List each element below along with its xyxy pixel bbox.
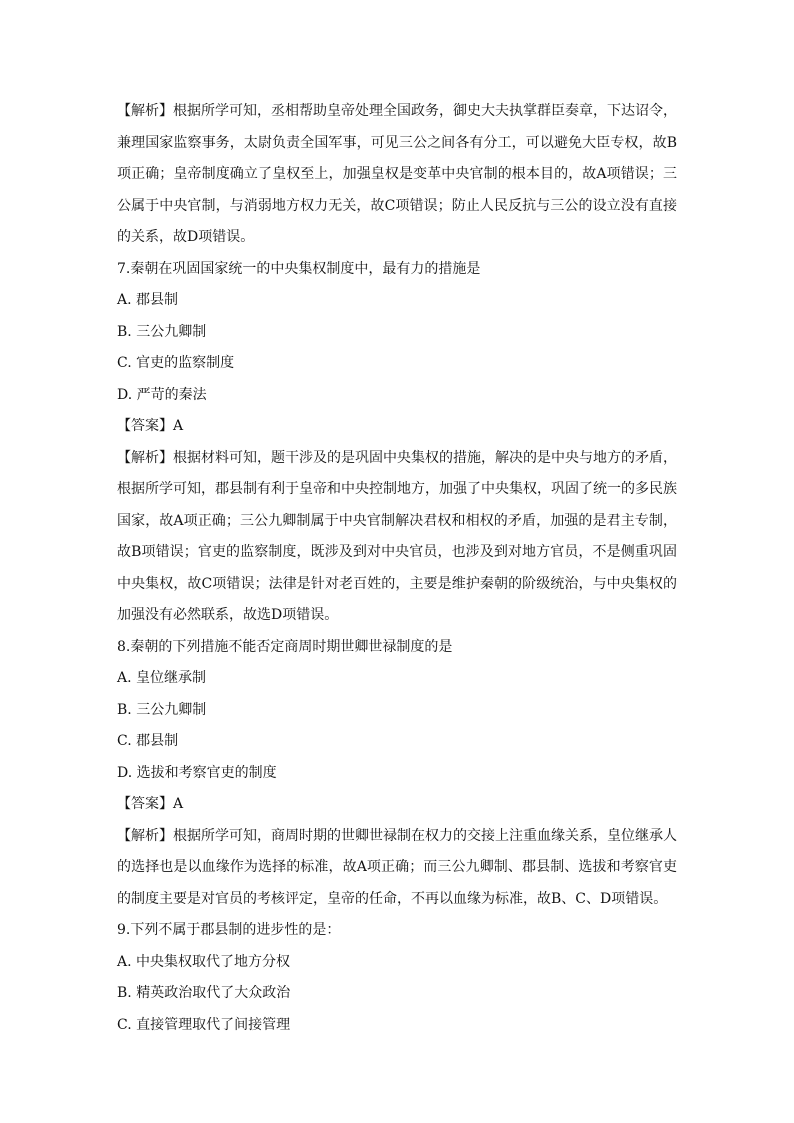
analysis-text: 根据所学可知，商周时期的世卿世禄制在权力的交接上注重血缘关系，皇位继承人的选择也是以血缘作为选择的标准，故A项正确；而三公九卿制、郡县制、选拔和考察官吏的制度主要是对官员的考核评定，皇帝的任命，不再以血缘为标准，故B、C、D项错误。: [117, 827, 677, 907]
answer-value: A: [173, 418, 184, 434]
question-9-option-b: B. 精英政治取代了大众政治: [117, 985, 291, 1001]
question-7-option-c: C. 官吏的监察制度: [117, 355, 235, 371]
question-8-answer: [117, 789, 677, 821]
answer-tag: 【答案】: [117, 418, 173, 434]
analysis-tag: 【解析】: [117, 827, 173, 844]
question-8-option-c: C. 郡县制: [117, 733, 179, 749]
question-7-option-d: D. 严苛的秦法: [117, 386, 207, 403]
analysis-tag: 【解析】: [117, 449, 173, 466]
document-content: [117, 96, 677, 1041]
question-8-option-d: D. 选拔和考察官吏的制度: [117, 764, 277, 781]
question-9-option-c: C. 直接管理取代了间接管理: [117, 1016, 291, 1033]
question-7-answer: [117, 411, 677, 443]
analysis-paragraph: [117, 821, 677, 916]
question-7-stem: 7.秦朝在巩固国家统一的中央集权制度中，最有力的措施是: [117, 260, 481, 277]
analysis-text: 根据材料可知，题干涉及的是巩固中央集权的措施，解决的是中央与地方的矛盾，根据所学可知，郡县制有利于皇帝和中央控制地方，加强了中央集权，巩固了统一的多民族国家，故A项正确；三公九卿制属于中央官制解决君权和相权的矛盾，加强的是君主专制，故B项错误；官吏的监察制度，既涉及到对中央官员，也涉及到对地方官员，不是侧重巩固中央集权，故C项错误；法律是针对老百姓的，主要是维护秦朝的阶级统治，与中央集权的加强没有必然联系，故选D项错误。: [117, 449, 677, 623]
answer-value: A: [173, 796, 184, 812]
question-7-option-b: B. 三公九卿制: [117, 323, 207, 340]
analysis-tag: 【解析】: [117, 103, 173, 119]
answer-tag: 【答案】: [117, 796, 173, 812]
question-9-stem: 9.下列不属于郡县制的进步性的是：: [117, 922, 341, 938]
question-8-option-b: B. 三公九卿制: [117, 701, 207, 718]
question-7-option-a: A. 郡县制: [117, 292, 179, 308]
analysis-paragraph: [117, 443, 677, 632]
analysis-paragraph: [117, 96, 677, 254]
question-8-stem: 8.秦朝的下列措施不能否定商周时期世卿世禄制度的是: [117, 638, 453, 655]
question-9-option-a: A. 中央集权取代了地方分权: [117, 953, 291, 970]
analysis-text: 根据所学可知，丞相帮助皇帝处理全国政务，御史大夫执掌群臣奏章，下达诏令，兼理国家监察事务，太尉负责全国军事，可见三公之间各有分工，可以避免大臣专权，故B项正确；皇帝制度确立了皇权至上，加强皇权是变革中央官制的根本目的，故A项错误；三公属于中央官制，与消弱地方权力无关，故C项错误；防止人民反抗与三公的设立没有直接的关系，故D项错误。: [117, 103, 677, 245]
question-8-option-a: A. 皇位继承制: [117, 670, 207, 686]
